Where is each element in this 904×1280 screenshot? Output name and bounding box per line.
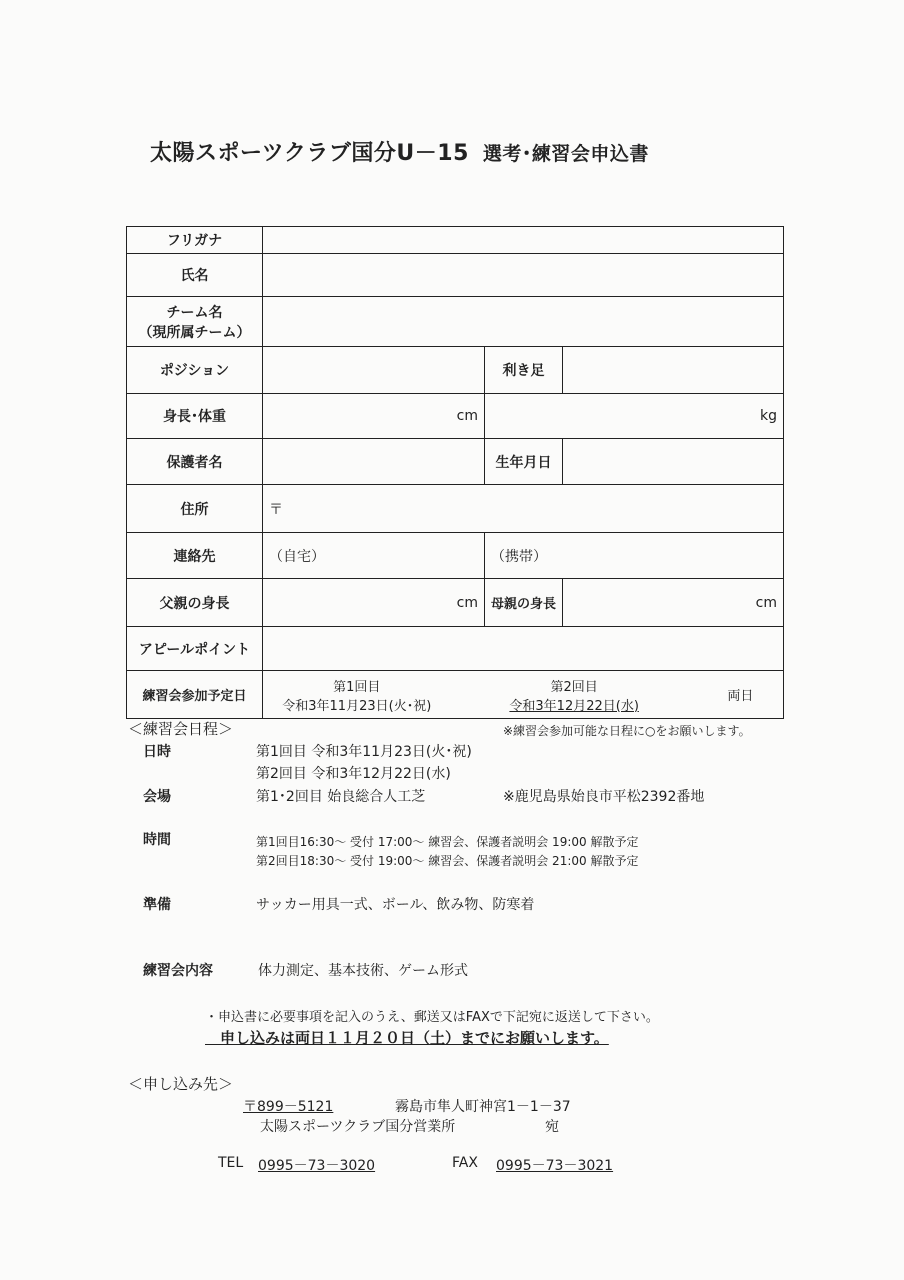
position-label: ポジション	[127, 347, 263, 394]
foot-label: 利き足	[485, 347, 563, 394]
name-label: 氏名	[127, 254, 263, 297]
session1-label: 第1回目	[333, 679, 381, 695]
guardian-label: 保護者名	[127, 439, 263, 485]
mother-height-field[interactable]: cm	[563, 579, 784, 627]
foot-field[interactable]	[563, 347, 784, 394]
time-2: 第2回目18:30～ 受付 19:00～ 練習会、保護者説明会 21:00 解散予定	[256, 854, 639, 868]
prep: サッカー用具一式、ボール、飲み物、防寒着	[256, 897, 535, 913]
application-form-table	[126, 226, 784, 719]
participation-label: 練習会参加予定日	[127, 671, 263, 719]
title-sub: 選考･練習会申込書	[482, 143, 649, 165]
session2-label: 第2回目	[550, 679, 598, 695]
notice-line1: ・申込書に必要事項を記入のうえ、郵送又はFAXで下記宛に返送して下さい。	[205, 1010, 659, 1025]
contact-address: 霧島市隼人町神宮1－1－37	[395, 1099, 571, 1115]
title-main: 太陽スポーツクラブ国分U－15	[150, 141, 469, 166]
height-field[interactable]: cm	[263, 394, 485, 439]
session1-date: 令和3年11月23日(火･祝)	[282, 698, 432, 714]
both-option[interactable]: 両日	[727, 689, 754, 704]
prep-label: 準備	[143, 897, 171, 913]
participation-field[interactable]	[263, 671, 784, 719]
session2-date: 令和3年12月22日(水)	[509, 698, 639, 714]
datetime-2: 第2回目 令和3年12月22日(水)	[256, 766, 451, 782]
datetime-label: 日時	[143, 744, 171, 760]
birthdate-field[interactable]	[563, 439, 784, 485]
contact-heading: ＜申し込み先＞	[128, 1075, 234, 1093]
schedule-note: ※練習会参加可能な日程に○をお願いします。	[503, 724, 751, 738]
team-label	[127, 297, 263, 347]
team-label-1: チーム名	[166, 304, 223, 321]
time-label: 時間	[143, 832, 171, 848]
address-field[interactable]: 〒	[263, 485, 784, 533]
tel-label: TEL	[218, 1155, 244, 1171]
page-title	[150, 136, 649, 167]
contact-label: 連絡先	[127, 533, 263, 579]
birthdate-label: 生年月日	[485, 439, 563, 485]
venue-address: ※鹿児島県始良市平松2392番地	[503, 789, 705, 805]
father-height-label: 父親の身長	[127, 579, 263, 627]
home-phone-field[interactable]: （自宅）	[263, 533, 485, 579]
mother-height-label: 母親の身長	[485, 579, 563, 627]
venue-label: 会場	[143, 789, 171, 805]
team-field[interactable]	[263, 297, 784, 347]
father-height-field[interactable]: cm	[263, 579, 485, 627]
tel-number: 0995－73－3020	[258, 1158, 376, 1174]
fax-label: FAX	[452, 1155, 478, 1171]
content-label: 練習会内容	[143, 963, 213, 979]
furigana-label: フリガナ	[127, 227, 263, 254]
contact-postal: 〒899－5121	[243, 1099, 334, 1115]
furigana-field[interactable]	[263, 227, 784, 254]
weight-field[interactable]: kg	[485, 394, 784, 439]
datetime-1: 第1回目 令和3年11月23日(火･祝)	[256, 744, 472, 760]
address-label: 住所	[127, 485, 263, 533]
fax-number: 0995－73－3021	[496, 1158, 614, 1174]
height-weight-label: 身長･体重	[127, 394, 263, 439]
appeal-field[interactable]	[263, 627, 784, 671]
notice-deadline: 申し込みは両日１１月２０日（土）までにお願いします。	[205, 1029, 609, 1047]
time-1: 第1回目16:30～ 受付 17:00～ 練習会、保護者説明会 19:00 解散予定	[256, 835, 639, 849]
schedule-heading: ＜練習会日程＞	[128, 720, 234, 738]
session2-option[interactable]	[451, 676, 698, 714]
session1-option[interactable]	[263, 676, 451, 714]
team-label-2: （現所属チーム）	[138, 324, 251, 341]
mobile-phone-field[interactable]: （携帯）	[485, 533, 784, 579]
venue: 第1･2回目 始良総合人工芝	[256, 789, 426, 805]
contact-to: 宛	[545, 1119, 559, 1135]
guardian-field[interactable]	[263, 439, 485, 485]
appeal-label: アピールポイント	[127, 627, 263, 671]
name-field[interactable]	[263, 254, 784, 297]
content: 体力測定、基本技術、ゲーム形式	[258, 963, 468, 979]
position-field[interactable]	[263, 347, 485, 394]
contact-office: 太陽スポーツクラブ国分営業所	[260, 1119, 456, 1135]
